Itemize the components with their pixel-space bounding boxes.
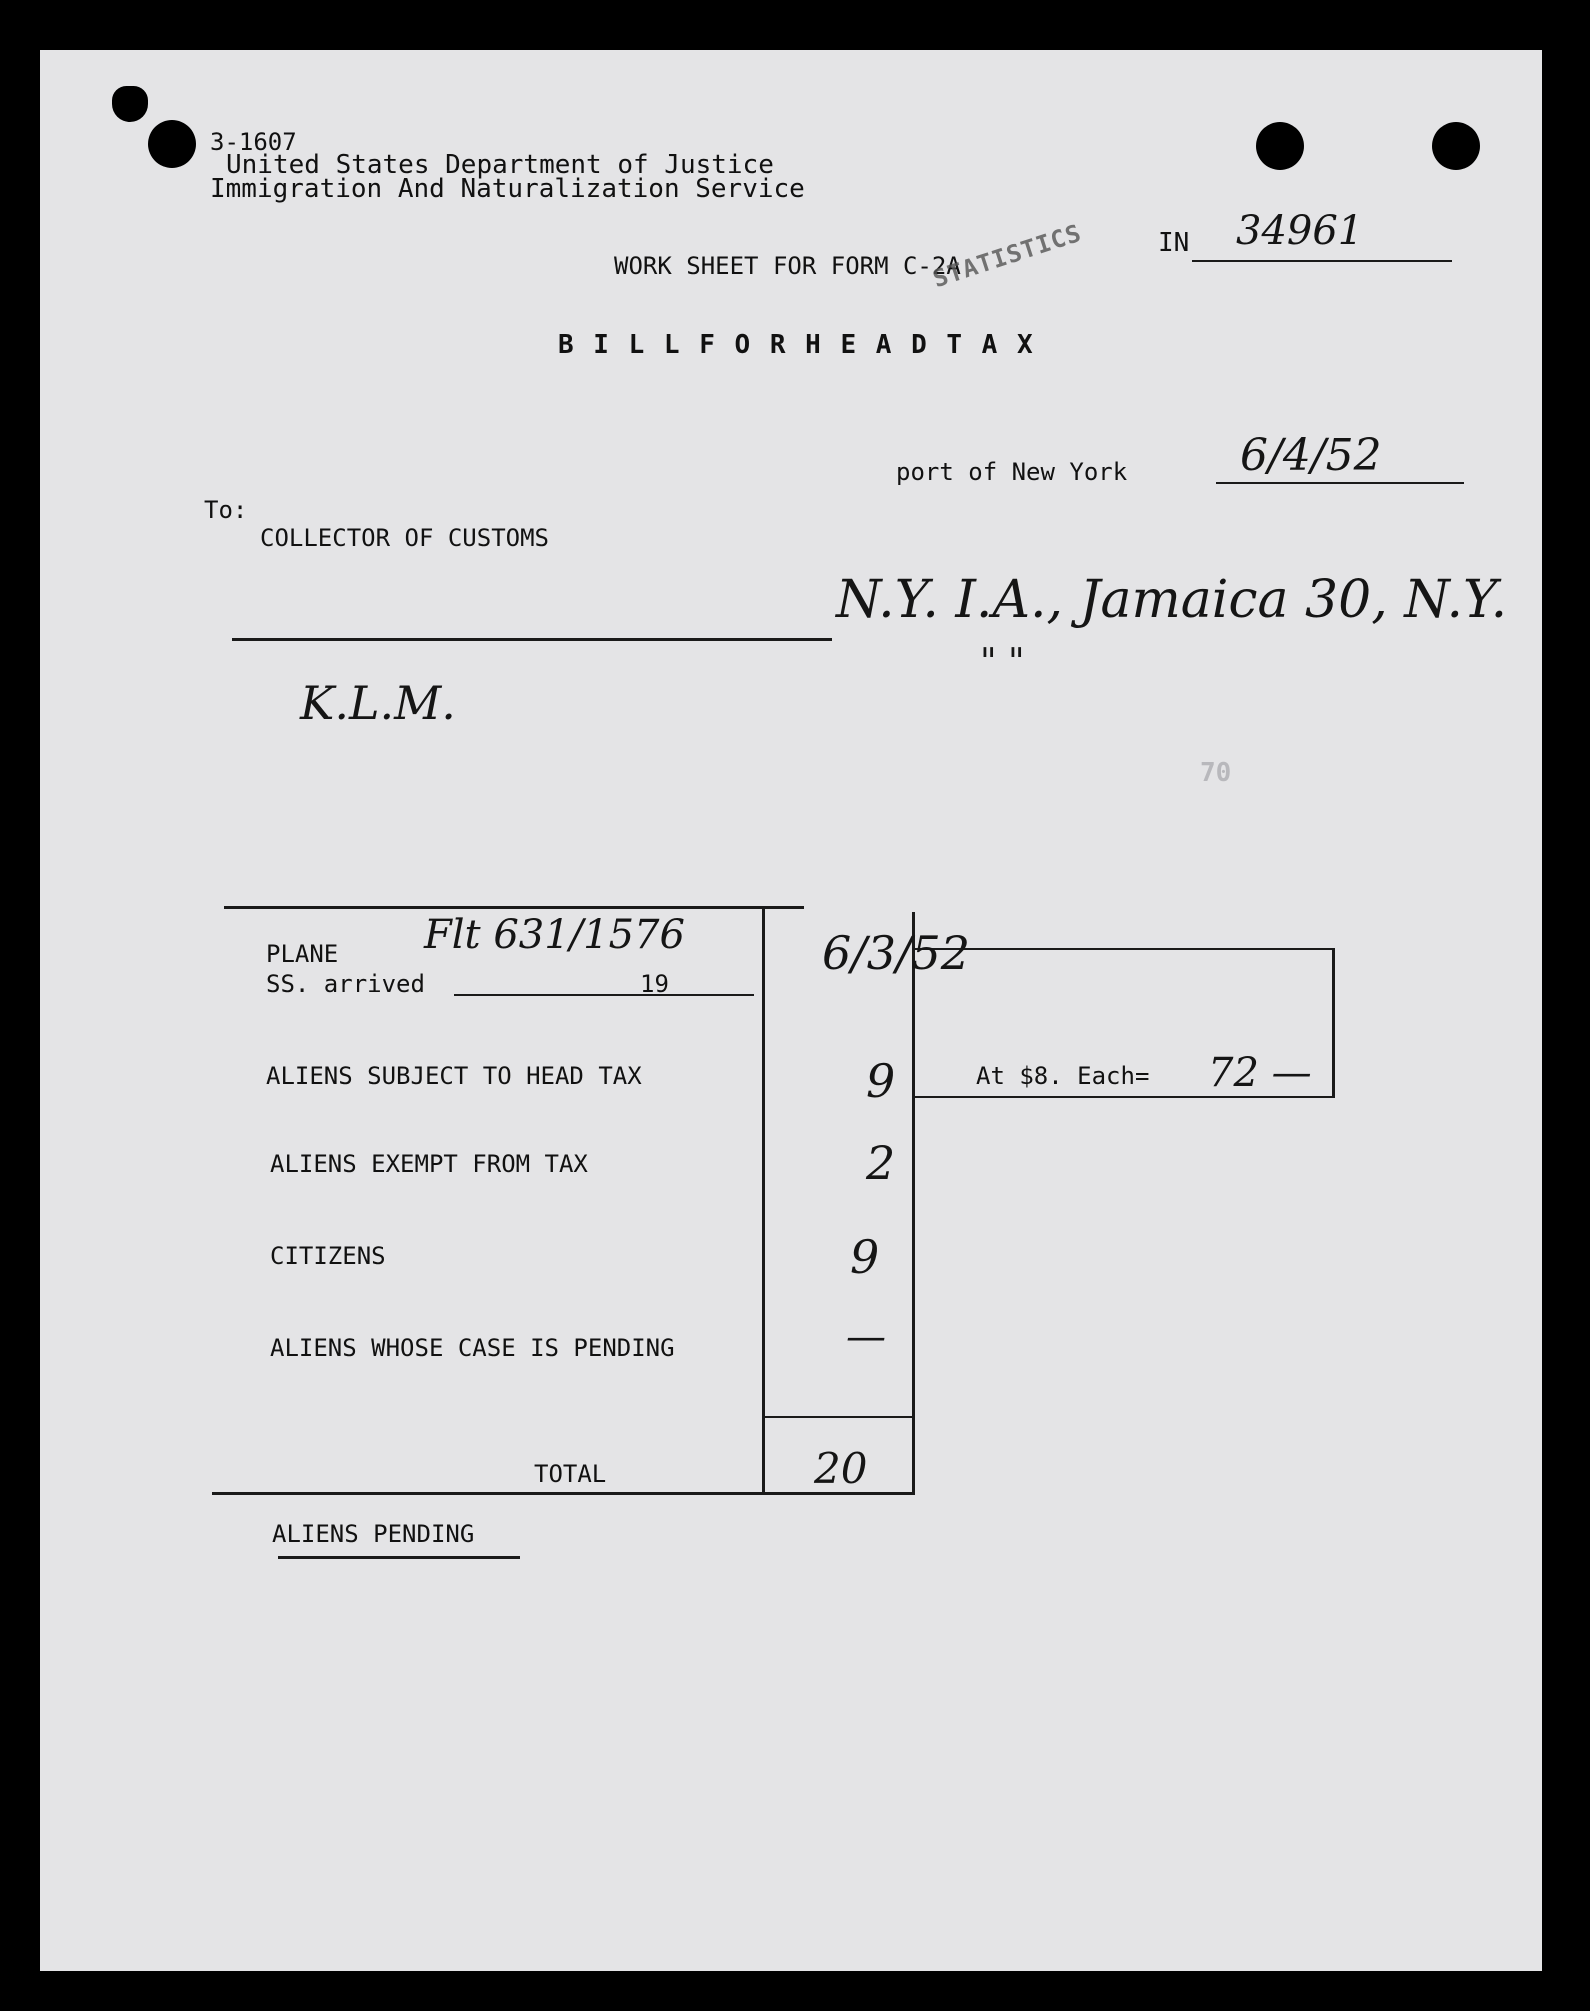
plane-label: PLANE [266,940,339,968]
port-date-underline [1216,482,1464,484]
row-label-pending: ALIENS WHOSE CASE IS PENDING [270,1334,675,1362]
addressee-underline [232,638,832,641]
service-name: Immigration And Naturalization Service [210,174,805,204]
department-name: United States Department of Justice [226,150,774,180]
punch-hole-right-2 [1432,122,1480,170]
faint-mark: 70 [1200,758,1232,788]
addressee-location: N.Y. I.A., Jamaica 30, N.Y. [836,570,1508,630]
document-page [40,50,1542,1971]
row-label-exempt: ALIENS EXEMPT FROM TAX [270,1150,588,1178]
total-label: TOTAL [534,1460,607,1488]
worksheet-title: WORK SHEET FOR FORM C-2A [614,252,961,280]
in-number: 34961 [1236,208,1364,254]
in-number-underline [1192,260,1452,262]
rate-box-right [1332,948,1335,1098]
arrived-underline [454,994,754,996]
row-label-citizens: CITIZENS [270,1242,386,1270]
rate-label: At $8. Each= [976,1062,1150,1090]
total-value: 20 [814,1444,868,1493]
row-label-subject: ALIENS SUBJECT TO HEAD TAX [266,1062,642,1090]
punch-hole-left [148,120,196,168]
punch-mark-top [112,86,148,122]
table-right-border [912,912,915,1494]
aliens-pending-underline [278,1556,520,1559]
row-value-citizens: 9 [850,1230,880,1284]
flight-number: Flt 631/1576 [424,912,685,958]
year-prefix: 19 [640,970,669,998]
to-label: To: [204,496,248,524]
aliens-pending-label: ALIENS PENDING [272,1520,475,1548]
port-date: 6/4/52 [1240,430,1382,481]
in-label: IN [1158,228,1190,258]
carrier-name: K.L.M. [300,676,456,730]
form-number: 3-1607 [210,128,297,156]
row-value-exempt: 2 [866,1136,896,1190]
table-top-rule [224,906,804,909]
punch-hole-right-1 [1256,122,1304,170]
table-column-divider [762,906,765,1494]
arrival-date: 6/3/52 [822,926,971,980]
total-row-top-rule [762,1416,915,1418]
row-value-pending: — [846,1314,886,1360]
row-value-subject: 9 [866,1054,896,1108]
rate-box-bottom [912,1096,1335,1098]
ss-arrived-label: SS. arrived [266,970,425,998]
table-bottom-rule [212,1492,915,1495]
statistics-stamp: STATISTICS [929,218,1086,294]
bill-title: B I L L F O R H E A D T A X [558,330,1035,360]
rate-box-top [912,948,1334,950]
port-label: port of New York [896,458,1128,486]
ditto-marks: " " [980,642,1025,683]
addressee: COLLECTOR OF CUSTOMS [260,524,549,552]
rate-total: 72 — [1208,1050,1312,1096]
